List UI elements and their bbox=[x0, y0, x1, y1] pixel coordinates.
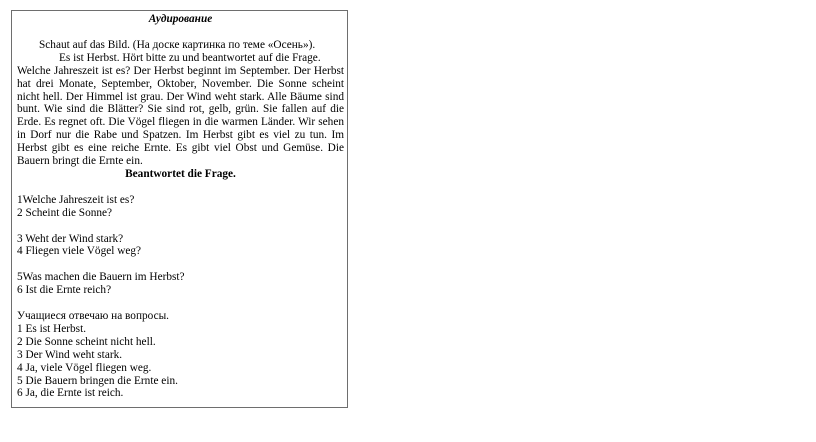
document-title: Аудирование bbox=[148, 13, 213, 25]
answer-item: 3 Der Wind weht stark. bbox=[17, 348, 123, 361]
spacer bbox=[17, 220, 344, 233]
answers-heading: Учащиеся отвечаю на вопросы. bbox=[17, 309, 170, 322]
answer-item: 5 Die Bauern bringen die Ernte ein. bbox=[17, 374, 178, 387]
document-page bbox=[11, 10, 348, 408]
instruction-line: Schaut auf das Bild. (На доске картинка по теме «Осень»). bbox=[39, 38, 316, 51]
question-item: 2 Scheint die Sonne? bbox=[17, 206, 113, 219]
answer-item: 1 Es ist Herbst. bbox=[17, 322, 87, 335]
question-item: 6 Ist die Ernte reich? bbox=[17, 284, 112, 297]
spacer bbox=[17, 258, 344, 271]
instruction-line: Es ist Herbst. Hört bitte zu und beantwortet auf die Frage. bbox=[59, 51, 321, 64]
question-item: 4 Fliegen viele Vögel weg? bbox=[17, 245, 142, 258]
listening-text: Welche Jahreszeit ist es? Der Herbst beginnt im September. Der Herbst hat drei Monate, September, Oktober, November. Die Sonne scheint nicht hell. Der Himmel ist grau. Der Wind weht stark. Alle Bäume sind bunt. Wie sind die Blätter? Sie sind rot, gelb, grün. Sie fallen auf die Erde. Es regnet oft. Die Vögel fliegen in die warmen Länder. Wir sehen in Dorf nur die Rabe und Spatzen. Im Herbst gibt es viel zu tun. Im Herbst gibt es eine reiche Ernte. Es gibt viel Obst und Gemüse. Die Bauern bringt die Ernte ein. bbox=[17, 64, 344, 168]
answer-item: 6 Ja, die Ernte ist reich. bbox=[17, 387, 124, 400]
question-item: 3 Weht der Wind stark? bbox=[17, 232, 124, 245]
question-item: 1Welche Jahreszeit ist es? bbox=[17, 193, 135, 206]
questions-heading: Beantwortet die Frage. bbox=[125, 167, 236, 180]
answer-item: 4 Ja, viele Vögel fliegen weg. bbox=[17, 361, 152, 374]
question-item: 5Was machen die Bauern im Herbst? bbox=[17, 271, 185, 284]
answer-item: 2 Die Sonne scheint nicht hell. bbox=[17, 335, 156, 348]
spacer bbox=[17, 297, 344, 310]
